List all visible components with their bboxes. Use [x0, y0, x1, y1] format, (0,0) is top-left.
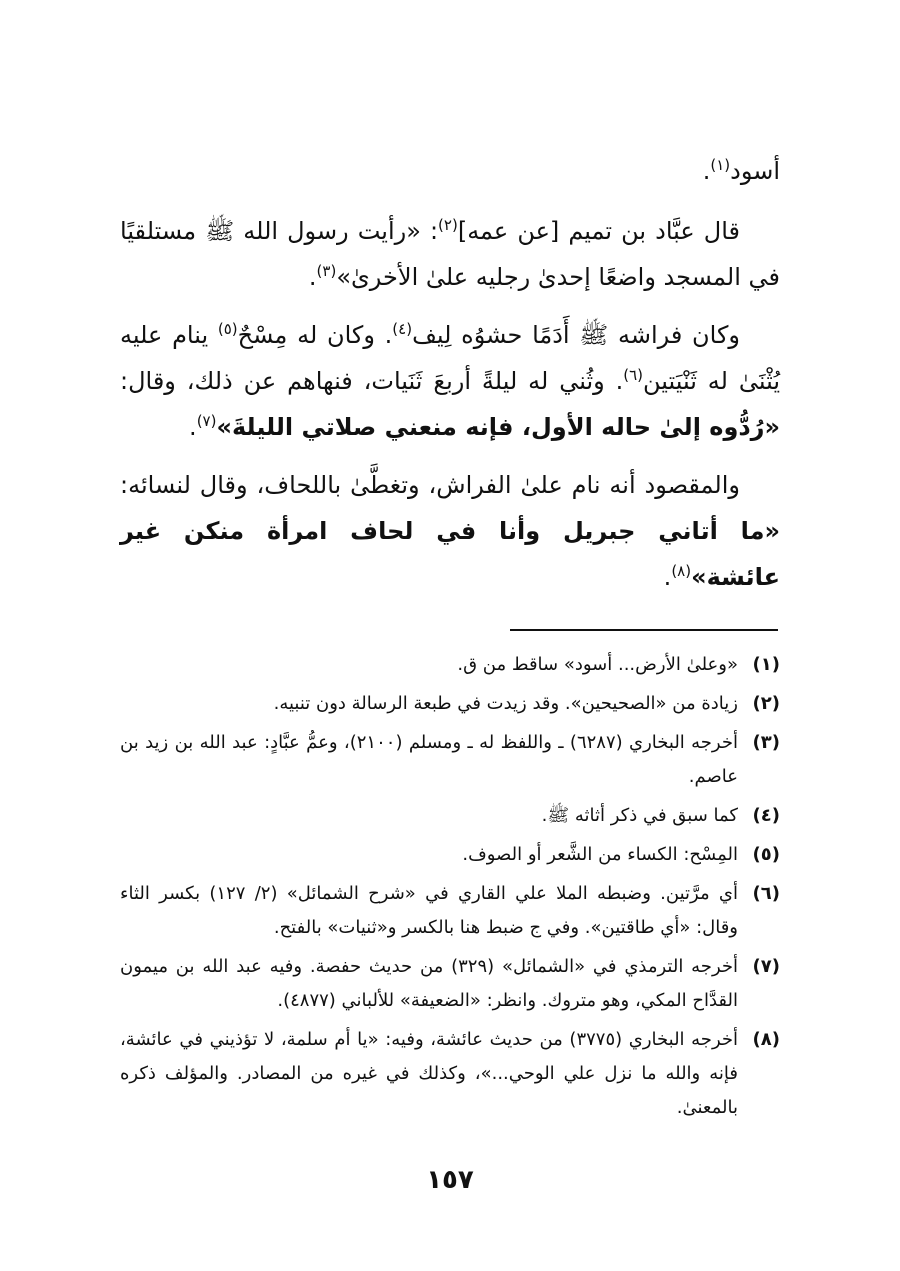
footnote-4 [120, 799, 780, 833]
footnote-number: (٨) [752, 1029, 780, 1050]
footnote-number: (١) [752, 654, 780, 675]
footnote-separator [510, 629, 778, 631]
note-ref-1[interactable]: (١) [710, 156, 731, 174]
note-ref-3[interactable]: (٣) [316, 262, 337, 280]
footnote-7 [120, 950, 780, 1018]
paragraph-2-quote: : «رأيت رسول الله ﷺ مستلقيًا في المسجد واضعًا إحدىٰ رجليه علىٰ الأخرىٰ» [120, 217, 780, 291]
footnote-1 [120, 648, 780, 682]
note-ref-7[interactable]: (٧) [196, 412, 217, 430]
paragraph-3-text-2: . وكان له مِسْحٌ [237, 321, 393, 349]
footnote-5 [120, 838, 780, 872]
paragraph-1-text: أسود [730, 157, 780, 185]
paragraph-3-text-4: . وثُني له ليلةً أربعَ ثَنَيات، فنهاهم عن ذلك، وقال: [120, 367, 624, 395]
footnote-number: (٤) [752, 805, 780, 826]
footnote-text: أخرجه الترمذي في «الشمائل» (٣٢٩) من حديث حفصة. وفيه عبد الله بن ميمون القدَّاح المكي، وهو متروك. وانظر: «الضعيفة» للألباني (٤٨٧٧). [120, 956, 738, 1011]
footnote-number: (٧) [752, 956, 780, 977]
footnote-text: «وعلىٰ الأرض... أسود» ساقط من ق. [457, 654, 738, 675]
main-text [120, 148, 780, 612]
note-ref-5[interactable]: (٥) [217, 320, 238, 338]
page-number: ١٥٧ [426, 1165, 474, 1195]
footnote-6 [120, 877, 780, 945]
paragraph-3-end: . [189, 413, 197, 441]
paragraph-4-hadith-quote: «ما أتاني جبريل وأنا في لحاف امرأة منكن غير عائشة» [120, 517, 780, 591]
paragraph-2 [120, 208, 780, 300]
footnote-text: أخرجه البخاري (٦٢٨٧) ـ واللفظ له ـ ومسلم (٢١٠٠)، وعمُّ عبَّادٍ: عبد الله بن زيد بن عاصم. [120, 732, 738, 787]
footnote-text: أي مرَّتين. وضبطه الملا علي القاري في «شرح الشمائل» (٢/ ١٢٧) بكسر الثاء وقال: «أي طاقتين». وفي ج ضبط هنا بالكسر و«ثنيات» بالفتح. [120, 883, 738, 938]
footnote-number: (٥) [752, 844, 780, 865]
footnote-text: كما سبق في ذكر أثاثه ﷺ. [541, 805, 738, 826]
paragraph-1-end: . [702, 157, 711, 185]
paragraph-4-end: . [663, 563, 672, 591]
paragraph-4 [120, 462, 780, 600]
footnote-text: المِسْح: الكساء من الشَّعر أو الصوف. [462, 844, 738, 865]
paragraph-4-text: والمقصود أنه نام علىٰ الفراش، وتغطَّىٰ باللحاف، وقال لنسائه: [120, 471, 740, 499]
footnote-8 [120, 1023, 780, 1125]
paragraph-3-text-1: وكان فراشه ﷺ أَدَمًا حشوُه لِيف [412, 321, 741, 349]
note-ref-6[interactable]: (٦) [623, 366, 643, 384]
paragraph-3 [120, 312, 780, 450]
paragraph-2-text: قال عبَّاد بن تميم [عن عمه] [457, 217, 741, 245]
footnote-text: أخرجه البخاري (٣٧٧٥) من حديث عائشة، وفيه: «يا أم سلمة، لا تؤذيني في عائشة، فإنه والله ما نزل علي الوحي...»، وكذلك في غيره من المصادر. والمؤلف ذكره بالمعنىٰ. [120, 1029, 738, 1118]
paragraph-2-end: . [308, 263, 317, 291]
note-ref-2[interactable]: (٢) [438, 216, 458, 234]
footnote-number: (٦) [752, 883, 780, 904]
paragraph-3-text-3: ينام عليه يُثْنَىٰ له ثَنْيَتين [120, 321, 781, 395]
paragraph-1 [120, 148, 780, 194]
footnote-3 [120, 726, 780, 794]
footnote-text: زيادة من «الصحيحين». وقد زيدت في طبعة الرسالة دون تنبيه. [273, 693, 738, 714]
footnote-number: (٢) [752, 693, 780, 714]
paragraph-3-hadith-quote: «رُدُّوه إلىٰ حاله الأول، فإنه منعني صلاتي الليلةَ» [216, 413, 780, 441]
footnote-2 [120, 687, 780, 721]
footnote-number: (٣) [752, 732, 780, 753]
footnotes [120, 648, 780, 1130]
note-ref-4[interactable]: (٤) [392, 320, 413, 338]
note-ref-8[interactable]: (٨) [671, 562, 692, 580]
